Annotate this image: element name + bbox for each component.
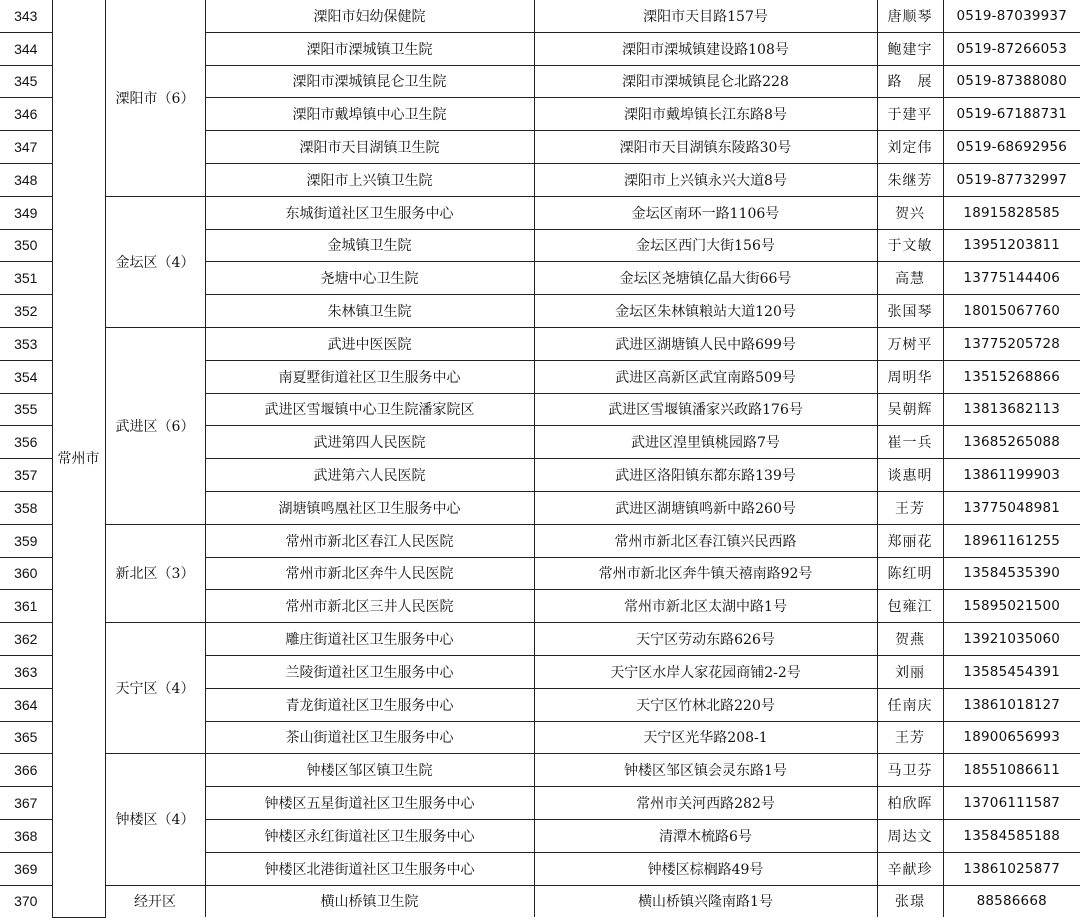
org-name: 常州市新北区三井人民医院 — [205, 590, 534, 623]
row-number: 349 — [0, 196, 52, 229]
address: 常州市新北区奔牛镇天禧南路92号 — [534, 557, 877, 590]
address: 天宁区劳动东路626号 — [534, 623, 877, 656]
city-cell: 常州市 — [52, 0, 105, 917]
org-name: 钟楼区邹区镇卫生院 — [205, 754, 534, 787]
org-name: 溧阳市溧城镇昆仑卫生院 — [205, 65, 534, 98]
org-name: 武进中医医院 — [205, 327, 534, 360]
phone-number: 18961161255 — [943, 524, 1080, 557]
org-name: 兰陵街道社区卫生服务中心 — [205, 655, 534, 688]
address: 钟楼区邹区镇会灵东路1号 — [534, 754, 877, 787]
contact-person: 马卫芬 — [877, 754, 943, 787]
row-number: 366 — [0, 754, 52, 787]
org-name: 钟楼区北港街道社区卫生服务中心 — [205, 852, 534, 885]
contact-person: 张璟 — [877, 885, 943, 917]
address: 金坛区西门大街156号 — [534, 229, 877, 262]
contact-person: 周明华 — [877, 360, 943, 393]
contact-person: 谈惠明 — [877, 459, 943, 492]
phone-number: 18915828585 — [943, 196, 1080, 229]
address: 溧阳市天目湖镇东陵路30号 — [534, 131, 877, 164]
contact-person: 贺兴 — [877, 196, 943, 229]
org-name: 南夏墅街道社区卫生服务中心 — [205, 360, 534, 393]
address: 溧阳市溧城镇建设路108号 — [534, 32, 877, 65]
phone-number: 18900656993 — [943, 721, 1080, 754]
org-name: 尧塘中心卫生院 — [205, 262, 534, 295]
org-name: 溧阳市妇幼保健院 — [205, 0, 534, 32]
org-name: 青龙街道社区卫生服务中心 — [205, 688, 534, 721]
contact-person: 高慧 — [877, 262, 943, 295]
org-name: 溧阳市天目湖镇卫生院 — [205, 131, 534, 164]
contact-person: 刘丽 — [877, 655, 943, 688]
contact-person: 陈红明 — [877, 557, 943, 590]
phone-number: 13775144406 — [943, 262, 1080, 295]
row-number: 343 — [0, 0, 52, 32]
row-number: 344 — [0, 32, 52, 65]
contact-person: 郑丽花 — [877, 524, 943, 557]
row-number: 355 — [0, 393, 52, 426]
contact-person: 王芳 — [877, 491, 943, 524]
row-number: 347 — [0, 131, 52, 164]
org-name: 钟楼区永红街道社区卫生服务中心 — [205, 819, 534, 852]
row-number: 350 — [0, 229, 52, 262]
org-name: 武进第四人民医院 — [205, 426, 534, 459]
row-number: 352 — [0, 295, 52, 328]
address: 天宁区水岸人家花园商铺2-2号 — [534, 655, 877, 688]
address: 溧阳市溧城镇昆仑北路228 — [534, 65, 877, 98]
phone-number: 13861199903 — [943, 459, 1080, 492]
phone-number: 13584585188 — [943, 819, 1080, 852]
phone-number: 15895021500 — [943, 590, 1080, 623]
org-name: 常州市新北区春江人民医院 — [205, 524, 534, 557]
phone-number: 13685265088 — [943, 426, 1080, 459]
row-number: 362 — [0, 623, 52, 656]
address: 天宁区光华路208-1 — [534, 721, 877, 754]
address: 钟楼区棕榈路49号 — [534, 852, 877, 885]
row-number: 363 — [0, 655, 52, 688]
address: 横山桥镇兴隆南路1号 — [534, 885, 877, 917]
org-name: 武进区雪堰镇中心卫生院潘家院区 — [205, 393, 534, 426]
row-number: 359 — [0, 524, 52, 557]
phone-number: 0519-67188731 — [943, 98, 1080, 131]
org-name: 溧阳市溧城镇卫生院 — [205, 32, 534, 65]
phone-number: 13861025877 — [943, 852, 1080, 885]
phone-number: 13921035060 — [943, 623, 1080, 656]
phone-number: 13515268866 — [943, 360, 1080, 393]
org-name: 溧阳市上兴镇卫生院 — [205, 163, 534, 196]
contact-person: 包雍江 — [877, 590, 943, 623]
row-number: 364 — [0, 688, 52, 721]
contact-person: 鲍建宇 — [877, 32, 943, 65]
row-number: 345 — [0, 65, 52, 98]
row-number: 348 — [0, 163, 52, 196]
contact-person: 路 展 — [877, 65, 943, 98]
phone-number: 13951203811 — [943, 229, 1080, 262]
district-cell: 溧阳市（6） — [105, 0, 205, 196]
contact-person: 贺燕 — [877, 623, 943, 656]
row-number: 369 — [0, 852, 52, 885]
row-number: 354 — [0, 360, 52, 393]
phone-number: 88586668 — [943, 885, 1080, 917]
phone-number: 0519-87039937 — [943, 0, 1080, 32]
phone-number: 18551086611 — [943, 754, 1080, 787]
org-name: 横山桥镇卫生院 — [205, 885, 534, 917]
contact-person: 于建平 — [877, 98, 943, 131]
phone-number: 13775048981 — [943, 491, 1080, 524]
address: 武进区高新区武宜南路509号 — [534, 360, 877, 393]
address: 金坛区尧塘镇亿晶大街66号 — [534, 262, 877, 295]
row-number: 360 — [0, 557, 52, 590]
table-row — [0, 885, 1080, 917]
contact-person: 崔一兵 — [877, 426, 943, 459]
district-cell: 武进区（6） — [105, 327, 205, 524]
phone-number: 13706111587 — [943, 787, 1080, 820]
table-row — [0, 623, 1080, 656]
address: 溧阳市戴埠镇长江东路8号 — [534, 98, 877, 131]
contact-person: 王芳 — [877, 721, 943, 754]
contact-person: 万树平 — [877, 327, 943, 360]
phone-number: 13584535390 — [943, 557, 1080, 590]
address: 常州市新北区太湖中路1号 — [534, 590, 877, 623]
phone-number: 18015067760 — [943, 295, 1080, 328]
table-row — [0, 327, 1080, 360]
org-name: 雕庄街道社区卫生服务中心 — [205, 623, 534, 656]
table-row — [0, 0, 1080, 32]
address: 武进区雪堰镇潘家兴政路176号 — [534, 393, 877, 426]
phone-number: 0519-87266053 — [943, 32, 1080, 65]
org-name: 钟楼区五星街道社区卫生服务中心 — [205, 787, 534, 820]
address: 武进区湖塘镇人民中路699号 — [534, 327, 877, 360]
district-cell: 经开区 — [105, 885, 205, 917]
org-name: 朱林镇卫生院 — [205, 295, 534, 328]
org-name: 武进第六人民医院 — [205, 459, 534, 492]
row-number: 368 — [0, 819, 52, 852]
phone-number: 0519-87732997 — [943, 163, 1080, 196]
address: 常州市关河西路282号 — [534, 787, 877, 820]
phone-number: 13585454391 — [943, 655, 1080, 688]
org-name: 东城街道社区卫生服务中心 — [205, 196, 534, 229]
table-row — [0, 524, 1080, 557]
address: 金坛区朱林镇粮站大道120号 — [534, 295, 877, 328]
row-number: 351 — [0, 262, 52, 295]
phone-number: 13861018127 — [943, 688, 1080, 721]
address: 溧阳市天目路157号 — [534, 0, 877, 32]
address: 常州市新北区春江镇兴民西路 — [534, 524, 877, 557]
address: 武进区湖塘镇鸣新中路260号 — [534, 491, 877, 524]
district-cell: 金坛区（4） — [105, 196, 205, 327]
row-number: 357 — [0, 459, 52, 492]
row-number: 346 — [0, 98, 52, 131]
phone-number: 0519-87388080 — [943, 65, 1080, 98]
row-number: 361 — [0, 590, 52, 623]
row-number: 356 — [0, 426, 52, 459]
row-number: 365 — [0, 721, 52, 754]
district-cell: 钟楼区（4） — [105, 754, 205, 885]
org-name: 金城镇卫生院 — [205, 229, 534, 262]
address: 溧阳市上兴镇永兴大道8号 — [534, 163, 877, 196]
contact-person: 吴朝辉 — [877, 393, 943, 426]
address: 武进区洛阳镇东都东路139号 — [534, 459, 877, 492]
address: 清潭木梳路6号 — [534, 819, 877, 852]
address: 天宁区竹林北路220号 — [534, 688, 877, 721]
contact-person: 任南庆 — [877, 688, 943, 721]
contact-person: 周达文 — [877, 819, 943, 852]
contact-person: 唐顺琴 — [877, 0, 943, 32]
contact-person: 于文敏 — [877, 229, 943, 262]
org-name: 湖塘镇鸣凰社区卫生服务中心 — [205, 491, 534, 524]
phone-number: 13813682113 — [943, 393, 1080, 426]
org-name: 茶山街道社区卫生服务中心 — [205, 721, 534, 754]
row-number: 370 — [0, 885, 52, 917]
address: 金坛区南环一路1106号 — [534, 196, 877, 229]
district-cell: 新北区（3） — [105, 524, 205, 622]
table-row — [0, 754, 1080, 787]
row-number: 353 — [0, 327, 52, 360]
org-name: 常州市新北区奔牛人民医院 — [205, 557, 534, 590]
phone-number: 0519-68692956 — [943, 131, 1080, 164]
phone-number: 13775205728 — [943, 327, 1080, 360]
district-cell: 天宁区（4） — [105, 623, 205, 754]
address: 武进区湟里镇桃园路7号 — [534, 426, 877, 459]
contact-person: 张国琴 — [877, 295, 943, 328]
row-number: 367 — [0, 787, 52, 820]
row-number: 358 — [0, 491, 52, 524]
contact-person: 朱继芳 — [877, 163, 943, 196]
contact-person: 辛献珍 — [877, 852, 943, 885]
table-row — [0, 196, 1080, 229]
org-name: 溧阳市戴埠镇中心卫生院 — [205, 98, 534, 131]
contact-person: 柏欣晖 — [877, 787, 943, 820]
contact-person: 刘定伟 — [877, 131, 943, 164]
